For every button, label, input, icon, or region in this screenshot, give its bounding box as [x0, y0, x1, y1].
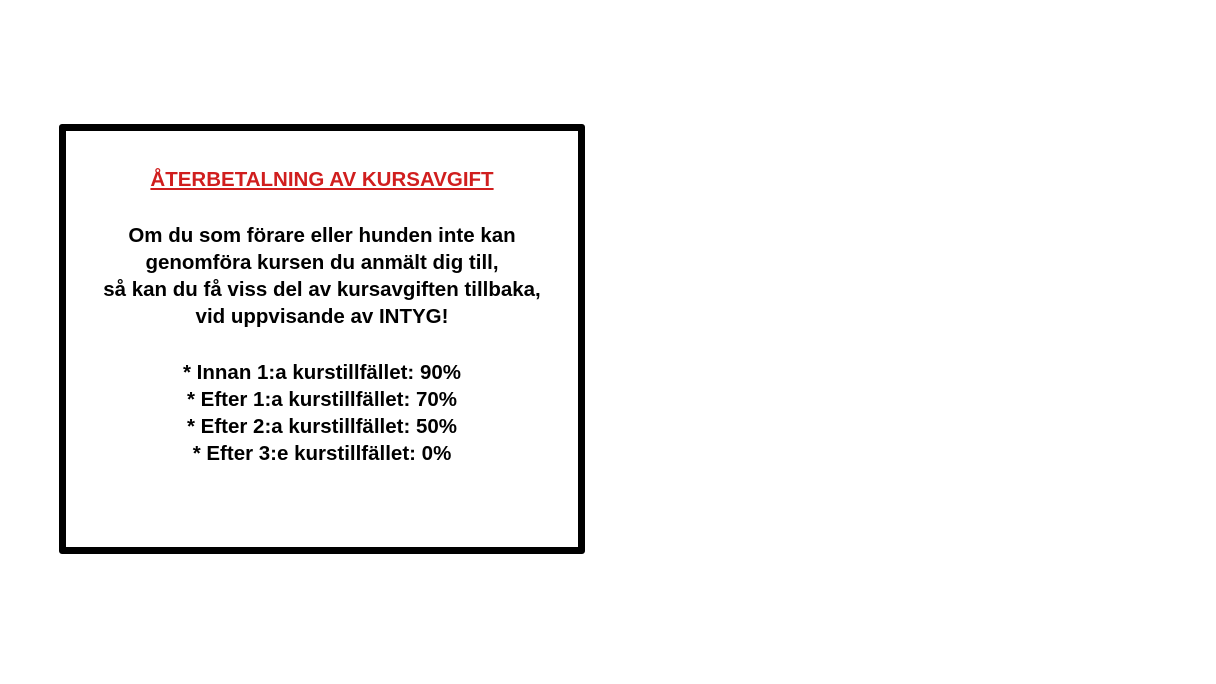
body-line: så kan du få viss del av kursavgiften tillbaka, — [103, 278, 541, 301]
refund-rate-item: * Efter 3:e kurstillfället: 0% — [192, 442, 452, 465]
refund-rate-item: * Innan 1:a kurstillfället: 90% — [183, 361, 461, 384]
notice-title: ÅTERBETALNING AV KURSAVGIFT — [150, 168, 494, 191]
body-line: vid uppvisande av INTYG! — [195, 305, 449, 328]
refund-rate-item: * Efter 2:a kurstillfället: 50% — [186, 415, 457, 438]
refund-rate-list — [66, 359, 578, 467]
notice-body-text — [66, 222, 578, 330]
body-line: genomföra kursen du anmält dig till, — [145, 251, 499, 274]
refund-rate-item: * Efter 1:a kurstillfället: 70% — [186, 388, 457, 411]
refund-notice-box — [59, 124, 585, 554]
body-line: Om du som förare eller hunden inte kan — [128, 224, 516, 247]
